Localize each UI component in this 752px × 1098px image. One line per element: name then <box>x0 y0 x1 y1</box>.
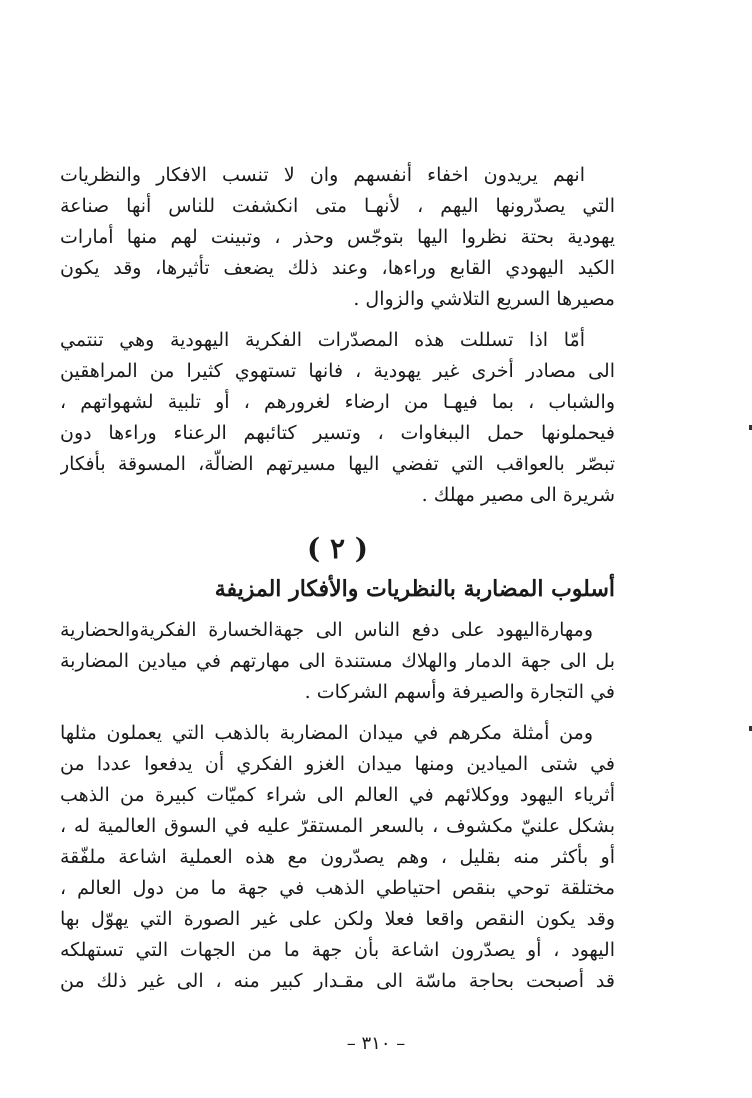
text-line: انهم يريدون اخفاء أنفسهم وان لا تنسب الافكار والنظريات <box>60 164 585 186</box>
text-line: شريرة الى مصير مهلك . <box>421 484 615 506</box>
text-line: قد أصبحت بحاجة ماسّة الى مقـدار كبير منه ، الى غير ذلك من <box>60 970 615 992</box>
page-body <box>60 160 615 997</box>
text-line: وقد يكون النقص واقعا فعلا ولكن على غير الصورة التي يهوّل بها <box>60 908 615 930</box>
paragraph-4 <box>60 718 615 997</box>
text-line: مختلقة توحي بنقص احتياطي الذهب في جهة ما من دول العالم ، <box>60 877 615 899</box>
text-line: في التجارة والصيرفة وأسهم الشركات . <box>304 681 615 703</box>
section-title: أسلوب المضاربة بالنظريات والأفكار المزيفة <box>214 576 615 602</box>
text-line: بشكل علنيّ مكشوف ، بالسعر المستقرّ عليه في السوق العالمية له ، <box>60 815 615 837</box>
text-line: بل الى جهة الدمار والهلاك مستندة الى مهارتهم في ميادين المضاربة <box>60 650 615 672</box>
text-line: تبصّر بالعواقب التي تفضي اليها مسيرتهم الضالّة، المسوقة بأفكار <box>60 453 615 475</box>
text-line: التي يصدّرونها اليهم ، لأنهـا متى انكشفت للناس أنها صناعة <box>60 195 615 217</box>
text-line: فيحملونها حمل الببغاوات ، وتسير كتائبهم الرعناء وراءها دون <box>60 422 615 444</box>
paragraph-1 <box>60 160 615 315</box>
text-line: ومهارةاليهود على دفع الناس الى جهةالخسارة الفكريةوالحضارية <box>60 619 593 641</box>
text-line: أمّا اذا تسللت هذه المصدّرات الفكرية اليهودية وهي تنتمي <box>60 329 585 351</box>
text-line: مصيرها السريع التلاشي والزوال . <box>353 288 615 310</box>
section-number: ( ٢ ) <box>306 532 369 565</box>
text-line: أثرياء اليهود ووكلائهم في العالم الى شراء كميّات كبيرة من الذهب <box>60 784 615 806</box>
text-line: الى مصادر أخرى غير يهودية ، فانها تستهوي كثيرا من المراهقين <box>60 360 615 382</box>
paragraph-2 <box>60 325 615 511</box>
text-line: يهودية بحتة نظروا اليها بتوجّس وحذر ، وتبينت لهم منها أمارات <box>60 226 615 248</box>
text-line: أو بأكثر منه بقليل ، وهم يصدّرون مع هذه العملية اشاعة ملفّقة <box>60 846 615 868</box>
text-line: اليهود ، أو يصدّرون اشاعة بأن جهة ما من الجهات التي تستهلكه <box>60 939 615 961</box>
text-line: في شتى الميادين ومنها ميدان الغزو الفكري أن يدفعوا عددا من <box>60 753 615 775</box>
page-number: – ٣١٠ – <box>346 1033 406 1054</box>
paragraph-3 <box>60 615 615 708</box>
text-line: الكيد اليهودي القابع وراءها، وعند ذلك يضعف تأثيرها، وقد يكون <box>60 257 615 279</box>
text-line: والشباب ، بما فيهـا من ارضاء لغرورهم ، أو تلبية لشهواتهم ، <box>60 391 615 413</box>
text-line: ومن أمثلة مكرهم في ميدان المضاربة بالذهب التي يعملون مثلها <box>60 722 593 744</box>
